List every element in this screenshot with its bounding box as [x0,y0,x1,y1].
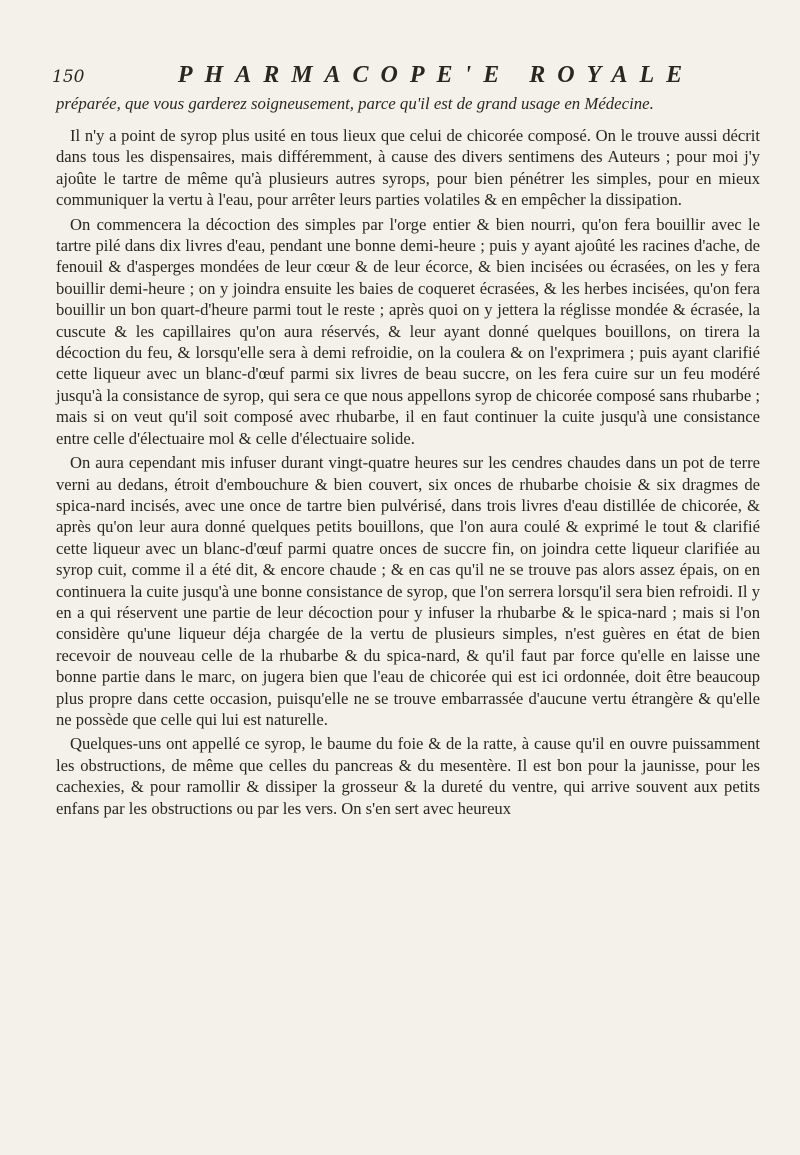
paragraph-4: Quelques-uns ont appellé ce syrop, le baume du foie & de la ratte, à cause qu'il en ouvre puissamment les obstructions, de même que celles du pancreas & du mesentère. Il est bon pour la jaunisse, pour les cachexies, & pour ramollir & dissiper la grosseur & la dureté du ventre, qui arrive souvent aux petits enfans par les obstructions ou par les vers. On s'en sert avec heureux [56,734,760,818]
page-header [52,62,760,92]
page-number: 150 [52,67,85,87]
paragraph-3: On aura cependant mis infuser durant vingt-quatre heures sur les cendres chaudes dans un pot de terre verni au dedans, étroit d'embouchure & bien couvert, six onces de rhubarbe choisie & six dragmes de spica-nard incisés, avec une once de tartre bien pulvérisé, dans trois livres d'eau distillée de chicorée, & après qu'on leur aura donné quelques petits bouillons, que l'on aura coulé & exprimé le tout & clarifié cette liqueur avec un blanc-d'œuf parmi quatre onces de succre fin, on joindra cette liqueur clarifiée au syrop cuit, comme il a été dit, & encore chaude ; & en cas qu'il ne se trouve pas alors assez épais, on en continuera la cuite jusqu'à une bonne consistance de syrop, que l'on serrera lorsqu'il sera bien refroidi. Il y en a qui réservent une partie de leur décoction pour y infuser la rhubarbe & le spica-nard ; mais si l'on considère qu'une liqueur déja chargée de la vertu de plusieurs simples, n'est guères en état de bien recevoir de nouveau celle de la rhubarbe & du spica-nard, & qu'il faut par force qu'elle en laisse une bonne partie dans le marc, on jugera bien que l'eau de chicorée qui est ici ordonnée, doit être beaucoup plus propre dans cette occasion, puisqu'elle ne se trouve embarrassée d'aucune vertu étrangère & qu'elle ne possède que celle qui lui est naturelle. [56,453,760,729]
paragraph-1: Il n'y a point de syrop plus usité en tous lieux que celui de chicorée composé. On le trouve aussi décrit dans tous les dispensaires, mais différemment, à cause des divers sentimens des Auteurs ; pour moi j'y ajoûte le tartre de même qu'à plusieurs autres syrops, pour bien pénétrer les simples, pour en mieux communiquer la vertu à l'eau, pour arrêter leurs parties volatiles & en empêcher la dissipation. [56,126,760,210]
running-title: PHARMACOPE'E ROYALE [177,62,695,88]
intro-line: préparée, que vous garderez soigneusement, parce qu'il est de grand usage en Médecine. [56,94,654,113]
paragraph-2: On commencera la décoction des simples par l'orge entier & bien nourri, qu'on fera bouillir avec le tartre pilé dans dix livres d'eau, pendant une bonne demi-heure ; puis y ayant ajoûté les racines d'ache, de fenouil & d'asperges mondées de leur cœur & de leur écorce, & bien incisées ou écrasées, on les y fera bouillir demi-heure ; on y joindra ensuite les baies de coqueret écrasées, & les herbes incisées, qu'on fera bouillir un bon quart-d'heure parmi tout le reste ; après quoi on y jettera la réglisse mondée & écrasée, la cuscute & les capillaires qu'on aura réservés, & leur ayant donné quelques bouillons, on tirera la décoction du feu, & lorsqu'elle sera à demi refroidie, on la coulera & on l'exprimera ; puis ayant clarifié cette liqueur avec un blanc-d'œuf parmi six livres de beau succre, on les fera cuire sur un feu modéré jusqu'à la consistance de syrop, qui sera ce que nous appellons syrop de chicorée composé sans rhubarbe ; mais si on veut qu'il soit composé avec rhubarbe, il en faut continuer la cuite jusqu'à une consistance entre celle d'électuaire mol & celle d'électuaire solide. [56,214,760,448]
page-body [56,94,760,822]
